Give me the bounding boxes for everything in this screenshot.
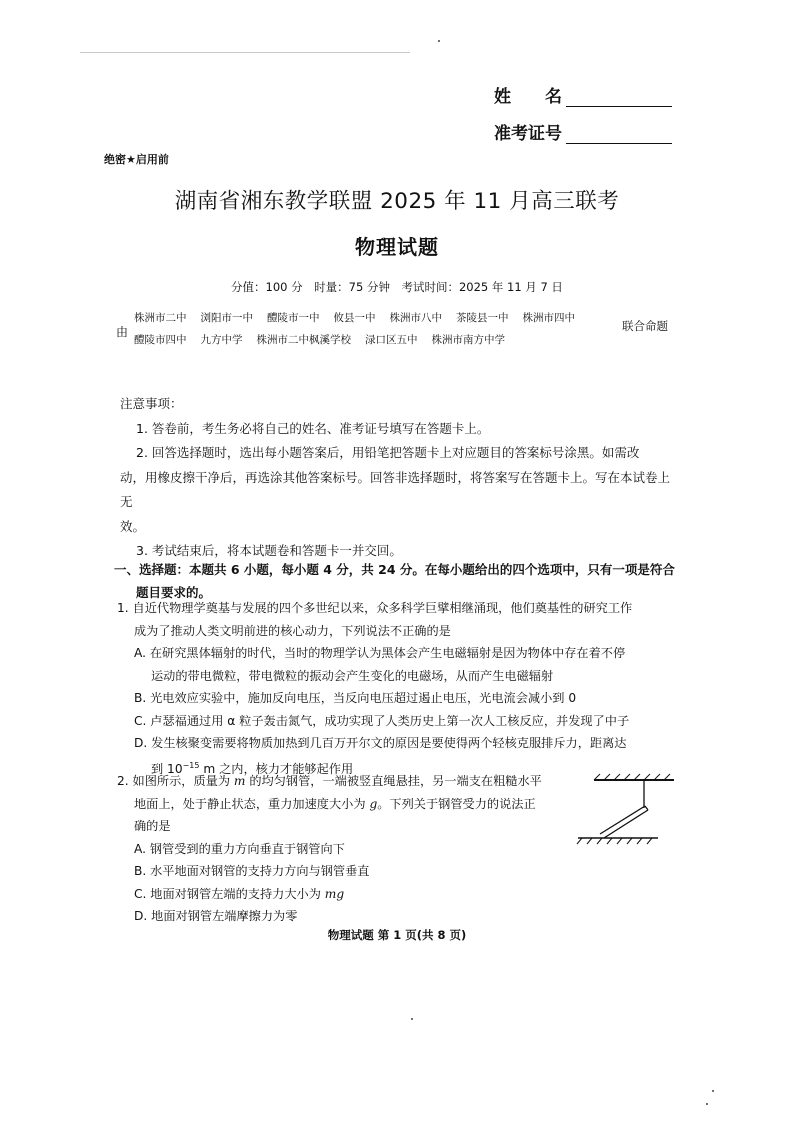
notice-item-2-line-3: 效。	[120, 518, 146, 534]
q2-var-g: g	[369, 796, 378, 811]
schools-suffix: 联合命题	[622, 319, 668, 333]
school: 株洲市四中	[522, 312, 575, 324]
q2-option-b: B. 水平地面对钢管的支持力方向与钢管垂直	[134, 864, 370, 878]
name-field[interactable]	[494, 82, 672, 107]
q1-option-d-line-1: D. 发生核聚变需要将物质加热到几百万开尔文的原因是要使得两个轻核克服排斥力，距离达	[134, 736, 627, 750]
q2-stem-line-3: 确的是	[134, 819, 171, 833]
school: 攸县一中	[333, 312, 376, 324]
question-2	[117, 770, 587, 928]
q1-d-text-a: 到 10	[151, 761, 183, 776]
q1-option-a-line-1: A. 在研究黑体辐射的时代，当时的物理学认为黑体会产生电磁辐射是因为物体中存在着不停	[134, 646, 626, 660]
notice-block	[120, 392, 680, 564]
steel-pipe-figure	[574, 770, 684, 850]
schools-list	[134, 307, 620, 351]
name-blank[interactable]	[566, 88, 672, 107]
q1-d-exponent: −15	[182, 760, 200, 770]
q1-option-b: B. 光电效应实验中，施加反向电压，当反向电压超过遏止电压，光电流会减小到 0	[134, 691, 577, 705]
school: 醴陵市一中	[267, 312, 320, 324]
q2-c-text: C. 地面对钢管左端的支持力大小为	[134, 886, 325, 901]
school: 株洲市八中	[389, 312, 442, 324]
q2-text: 2. 如图所示，质量为	[117, 774, 234, 788]
q2-text: 的均匀钢管，一端被竖直绳悬挂，另一端支在粗糙水平	[245, 774, 542, 788]
secret-mark: 绝密★启用前	[104, 153, 169, 166]
school: 渌口区五中	[365, 334, 418, 346]
page-title: 湖南省湘东教学联盟 2025 年 11 月高三联考	[174, 189, 620, 214]
q1-d-text-b: m 之内，核力才能够起作用	[199, 761, 354, 776]
schools-row-2	[134, 329, 620, 351]
scan-artifact-line	[80, 52, 410, 53]
q2-text: 地面上，处于静止状态，重力加速度大小为	[134, 796, 370, 811]
scan-dot	[706, 1103, 708, 1105]
rough-ground	[577, 838, 658, 844]
notice-heading: 注意事项：	[120, 396, 183, 411]
q1-option-a-line-2: 运动的带电微粒，带电微粒的振动会产生变化的电磁场，从而产生电磁辐射	[151, 668, 554, 683]
q2-var-m: m	[233, 774, 246, 788]
school: 株洲市二中枫溪学校	[256, 334, 351, 346]
q2-option-a: A. 钢管受到的重力方向垂直于钢管向下	[134, 841, 345, 856]
q1-stem-line-1: 1. 自近代物理学奠基与发展的四个多世纪以来，众多科学巨擘相继涌现，他们奠基性的研究工作	[117, 601, 633, 615]
schools-row-1	[134, 307, 620, 329]
q2-option-c	[117, 883, 587, 906]
school: 醴陵市四中	[134, 334, 187, 346]
name-label: 姓 名	[494, 87, 562, 107]
notice-item-3: 3. 考试结束后，将本试题卷和答题卡一并交回。	[136, 543, 402, 558]
school: 株洲市南方中学	[431, 334, 505, 346]
school: 九方中学	[200, 334, 243, 346]
exam-id-field[interactable]	[494, 119, 672, 144]
q2-stem-line-2	[117, 793, 587, 816]
ceiling-support	[594, 774, 674, 780]
q1-option-c: C. 卢瑟福通过用 α 粒子轰击氮气，成功实现了人类历史上第一次人工核反应，并发现了中子	[134, 713, 630, 728]
q2-var-mg: mg	[324, 886, 345, 901]
scan-dot	[438, 40, 440, 42]
steel-pipe	[600, 806, 648, 838]
q2-text: 。下列关于钢管受力的说法正	[377, 796, 536, 811]
scan-dot	[712, 1090, 714, 1092]
school: 株洲市二中	[134, 312, 187, 324]
exam-id-blank[interactable]	[566, 125, 672, 144]
schools-prefix: 由	[116, 325, 129, 339]
scan-dot	[411, 1018, 413, 1020]
q2-option-d: D. 地面对钢管左端摩擦力为零	[134, 909, 298, 923]
exam-meta: 分值：100 分 时量：75 分钟 考试时间：2025 年 11 月 7 日	[231, 280, 563, 294]
exam-id-label: 准考证号	[494, 124, 562, 144]
school: 茶陵县一中	[456, 312, 509, 324]
notice-item-2-line-2: 动，用橡皮擦干净后，再选涂其他答案标号。回答非选择题时，将答案写在答题卡上。写在本试卷上无	[120, 469, 671, 509]
subject-title: 物理试题	[355, 235, 439, 259]
q2-stem-line-1	[117, 770, 587, 793]
section-heading-line-2: 题目要求的。	[136, 585, 212, 600]
page-footer: 物理试题 第 1 页(共 8 页)	[327, 928, 467, 942]
school: 浏阳市一中	[200, 312, 253, 324]
notice-item-2-line-1: 2. 回答选择题时，选出每小题答案后，用铅笔把答题卡上对应题目的答案标号涂黑。如需改	[136, 445, 640, 460]
section-heading-line-1: 一、选择题：本题共 6 小题，每小题 4 分，共 24 分。在每小题给出的四个选项中，只有一项是符合	[114, 562, 675, 577]
notice-item-1: 1. 答卷前，考生务必将自己的姓名、准考证号填写在答题卡上。	[136, 420, 490, 436]
question-1	[117, 597, 687, 780]
q1-stem-line-2: 成为了推动人类文明前进的核心动力，下列说法不正确的是	[134, 623, 451, 638]
